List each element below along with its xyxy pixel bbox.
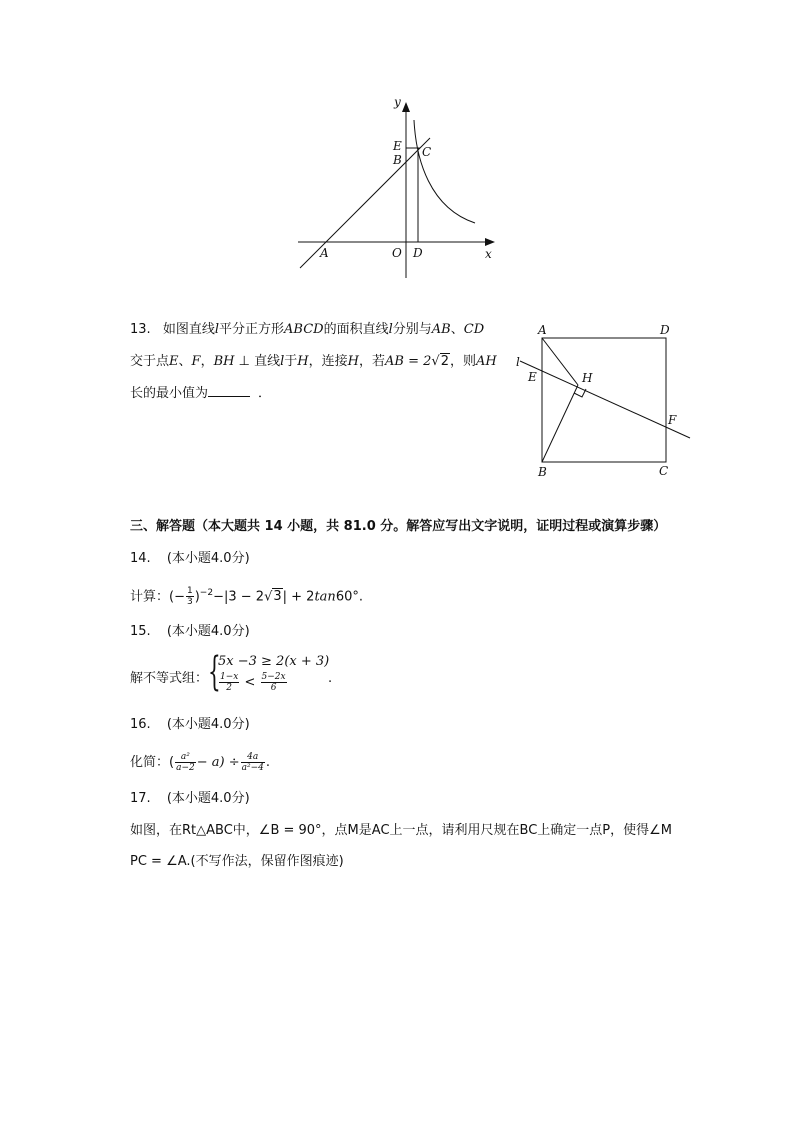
fraction: $\frac{4a}{\text{a²−4}}$ <box>241 752 264 773</box>
question-15-label: 解不等式组： <box>130 671 209 686</box>
inequality-row-2: $\frac{1-x}{2}$ < $\frac{5-2x}{6}$ <box>220 672 286 693</box>
inequality-end: . <box>328 671 333 686</box>
label-d: D <box>413 246 423 260</box>
sq-label-f: F <box>668 413 677 427</box>
label-a: A <box>320 246 329 260</box>
sq-label-d: D <box>660 323 670 337</box>
fraction: $\frac{5-2x}{6}$ <box>261 672 286 693</box>
question-17-header: 17. (本小题4.0分) <box>130 791 250 806</box>
question-14-body: 计算：(− $\frac{1}{3}$ )$^{-2}$−|3 − 2√3| + 2tan60°. <box>130 586 363 608</box>
x-axis-arrow-icon <box>485 238 495 246</box>
question-16-body: 化简：( $\frac{\text{a²}}{a-2}$ − a) ÷ $\frac{4a}{\text{a²−4}}$ . <box>130 752 270 773</box>
coordinate-graph-figure <box>290 90 510 285</box>
question-13-line-2: 交于点E、F，BH ⊥ 直线l于H，连接H，若AB = 2√2，则AH <box>130 354 497 369</box>
answer-blank[interactable] <box>208 384 250 397</box>
question-17-line-1: 如图，在Rt△ABC中，∠B = 90°，点M是AC上一点，请利用尺规在BC上确定一点P，使得∠M <box>130 823 672 838</box>
question-number: 13. <box>130 322 151 337</box>
question-13-line-3: 长的最小值为 ． <box>130 386 272 401</box>
fraction: $\frac{1-x}{2}$ <box>220 672 239 693</box>
sq-label-l: l <box>516 355 520 369</box>
label-y: y <box>394 95 401 109</box>
question-15-header: 15. (本小题4.0分) <box>130 624 250 639</box>
question-16-header: 16. (本小题4.0分) <box>130 717 250 732</box>
section-heading: 三、解答题（本大题共 14 小题，共 81.0 分。解答应写出文字说明，证明过程或演算步骤） <box>130 519 667 534</box>
label-b: B <box>393 153 402 167</box>
fraction: $\frac{1}{3}$ <box>186 586 193 608</box>
inequality-row-1: 5x −3 ≥ 2(x + 3) <box>218 654 330 669</box>
sq-label-h: H <box>582 371 593 385</box>
square-figure <box>510 318 710 488</box>
fraction: $\frac{\text{a²}}{a-2}$ <box>176 752 195 773</box>
label-c: C <box>422 145 432 159</box>
inequality-brace: { <box>208 649 221 695</box>
label-x: x <box>485 247 492 261</box>
sq-label-b: B <box>538 465 547 479</box>
question-13-line-1: 13. 如图直线l平分正方形ABCD的面积直线l分别与AB、CD <box>130 322 485 337</box>
y-axis-arrow-icon <box>402 102 410 112</box>
question-14-header: 14. (本小题4.0分) <box>130 551 250 566</box>
question-17-line-2: PC = ∠A.(不写作法，保留作图痕迹) <box>130 854 344 869</box>
sq-label-e: E <box>528 370 537 384</box>
sq-label-a: A <box>538 323 547 337</box>
sq-label-c: C <box>659 464 669 478</box>
label-e: E <box>393 139 402 153</box>
label-o: O <box>392 246 402 260</box>
